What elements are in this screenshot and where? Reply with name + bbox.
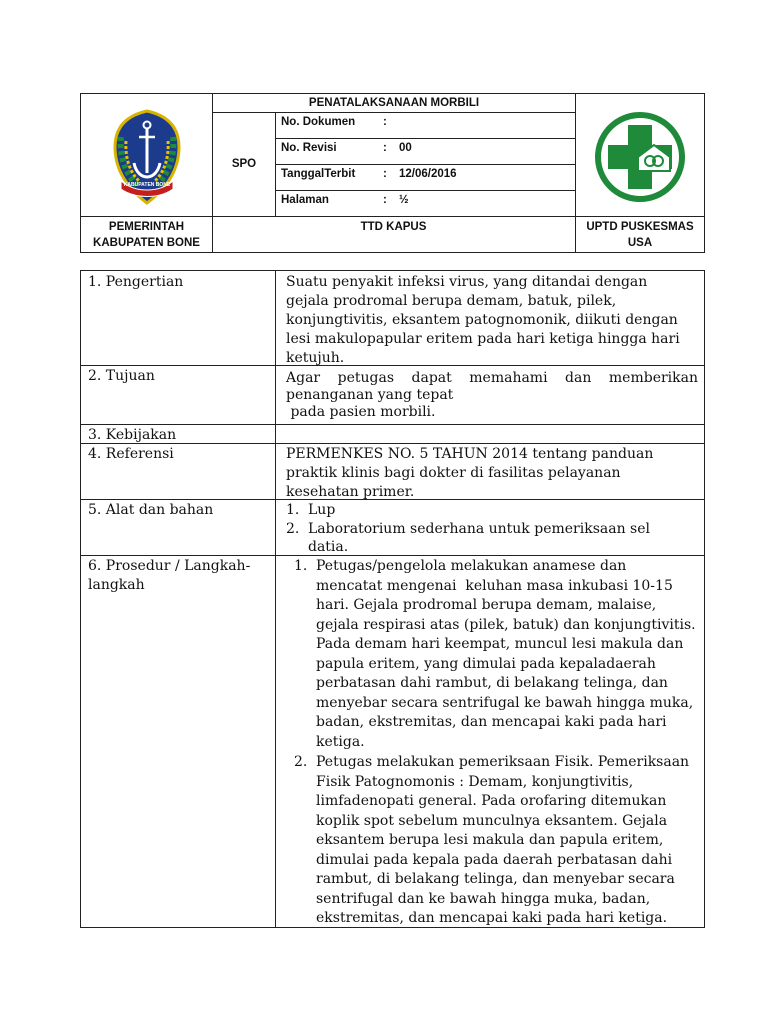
text-line: ketujuh. [286, 350, 345, 366]
text-line: gejala respirasi atas (pilek, batuk) dan konjungtivitis. [316, 616, 696, 633]
info-colon: : [383, 168, 387, 180]
label-line: 6. Prosedur / Langkah- [88, 558, 251, 574]
label-tujuan: 2. Tujuan [88, 368, 155, 384]
text-line: Fisik Patognomonis : Demam, konjungtivitis, [316, 773, 634, 790]
right-footer [575, 219, 705, 251]
text-pengertian [286, 273, 698, 368]
logo-banner-text: KABUPATEN BONE [123, 182, 171, 188]
info-value: 12/06/2016 [399, 168, 457, 180]
info-colon: : [383, 194, 387, 206]
text-line: konjungtivitis, eksantem patognomonik, diikuti dengan [286, 312, 678, 328]
info-colon: : [383, 142, 387, 154]
list-number: 1. [286, 502, 300, 518]
right-footer-line-1: UPTD PUSKESMAS [586, 221, 694, 233]
text-line: rambut, di belakang telinga, dan menyebar secara [316, 871, 675, 887]
text-referensi [286, 445, 698, 502]
label-alat-dan-bahan: 5. Alat dan bahan [88, 502, 214, 518]
text-line: penanganan yang tepat [286, 387, 454, 403]
right-footer-line-2: USA [627, 237, 653, 249]
text-line: dimulai pada kepala pada daerah perbatasan dahi [316, 851, 673, 868]
spo-label: SPO [231, 158, 257, 170]
info-label: No. Dokumen [281, 116, 356, 128]
puskesmas-logo [594, 111, 686, 203]
left-footer-line-1: PEMERINTAH [108, 221, 185, 233]
text-line: gejala prodromal berupa demam, batuk, pilek, [286, 293, 617, 309]
text-line: eksantem berupa lesi makula dan papula eritem, [316, 832, 664, 848]
info-value: 00 [399, 142, 412, 154]
text-line: Petugas/pengelola melakukan anamese dan [316, 558, 627, 574]
text-line: Petugas melakukan pemeriksaan Fisik. Pemeriksaan [316, 754, 690, 770]
text-line: mencatat mengenai keluhan masa inkubasi 10-15 [316, 577, 673, 594]
text-line: Lup [308, 502, 336, 518]
label-kebijakan: 3. Kebijakan [88, 427, 177, 443]
info-colon: : [383, 116, 387, 128]
label-pengertian: 1. Pengertian [88, 274, 184, 290]
text-line: Pada demam hari keempat, muncul lesi makula dan [316, 636, 684, 652]
text-line: ekstremitas, dan mencapai kaki pada hari ketiga. [316, 910, 668, 926]
document-title: PENATALAKSANAAN MORBILI [308, 97, 480, 109]
list-alat-dan-bahan [286, 501, 698, 557]
left-footer-line-2: KABUPATEN BONE [93, 237, 200, 249]
list-number: 1. [294, 558, 308, 574]
text-line: koplik spot sebelum munculnya eksantem. Gejala [316, 812, 668, 829]
text-line: pada pasien morbili. [286, 404, 436, 420]
text-line: sentrifugal dan ke bawah hingga muka, badan, [316, 890, 651, 907]
text-line: Agar petugas dapat memahami dan memberikan [286, 370, 698, 386]
info-label: Halaman [281, 194, 329, 206]
label-prosedur [88, 557, 250, 594]
list-prosedur [294, 557, 704, 927]
procedure-table [80, 270, 705, 928]
text-line: badan, ekstremitas, dan mencapai kaki pada hari [316, 714, 667, 730]
text-line: lesi makulopapular eritem pada hari ketiga hingga hari [286, 331, 680, 347]
text-line: papula eritem, yang dimulai pada kepaladaerah [316, 655, 656, 672]
text-line: kesehatan primer. [286, 484, 415, 500]
text-line: hari. Gejala prodromal berupa demam, malaise, [316, 597, 657, 613]
label-referensi: 4. Referensi [88, 446, 174, 462]
document-header-table [80, 93, 705, 253]
text-line: praktik klinis bagi dokter di fasilitas pelayanan [286, 465, 621, 481]
info-label: No. Revisi [281, 142, 337, 154]
left-footer [81, 219, 212, 251]
list-number: 2. [294, 754, 308, 770]
kabupaten-bone-logo [107, 107, 187, 207]
text-tujuan [286, 369, 698, 422]
text-line: limfadenopati general. Pada orofaring ditemukan [316, 793, 667, 809]
text-line: menyebar secara sentrifugal ke bawah hingga muka, [316, 694, 694, 711]
info-value: ½ [399, 194, 409, 206]
list-number: 2. [286, 521, 300, 537]
middle-footer: TTD KAPUS [360, 221, 427, 233]
text-line: Suatu penyakit infeksi virus, yang ditandai dengan [286, 274, 648, 290]
text-line: Laboratorium sederhana untuk pemeriksaan sel [308, 521, 650, 537]
text-line: datia. [308, 539, 349, 555]
info-label: TanggalTerbit [281, 168, 356, 180]
text-line: PERMENKES NO. 5 TAHUN 2014 tentang panduan [286, 446, 654, 462]
label-line: langkah [88, 576, 145, 593]
text-line: perbatasan dahi rambut, di belakang telinga, dan [316, 675, 668, 691]
text-line: ketiga. [316, 733, 365, 750]
